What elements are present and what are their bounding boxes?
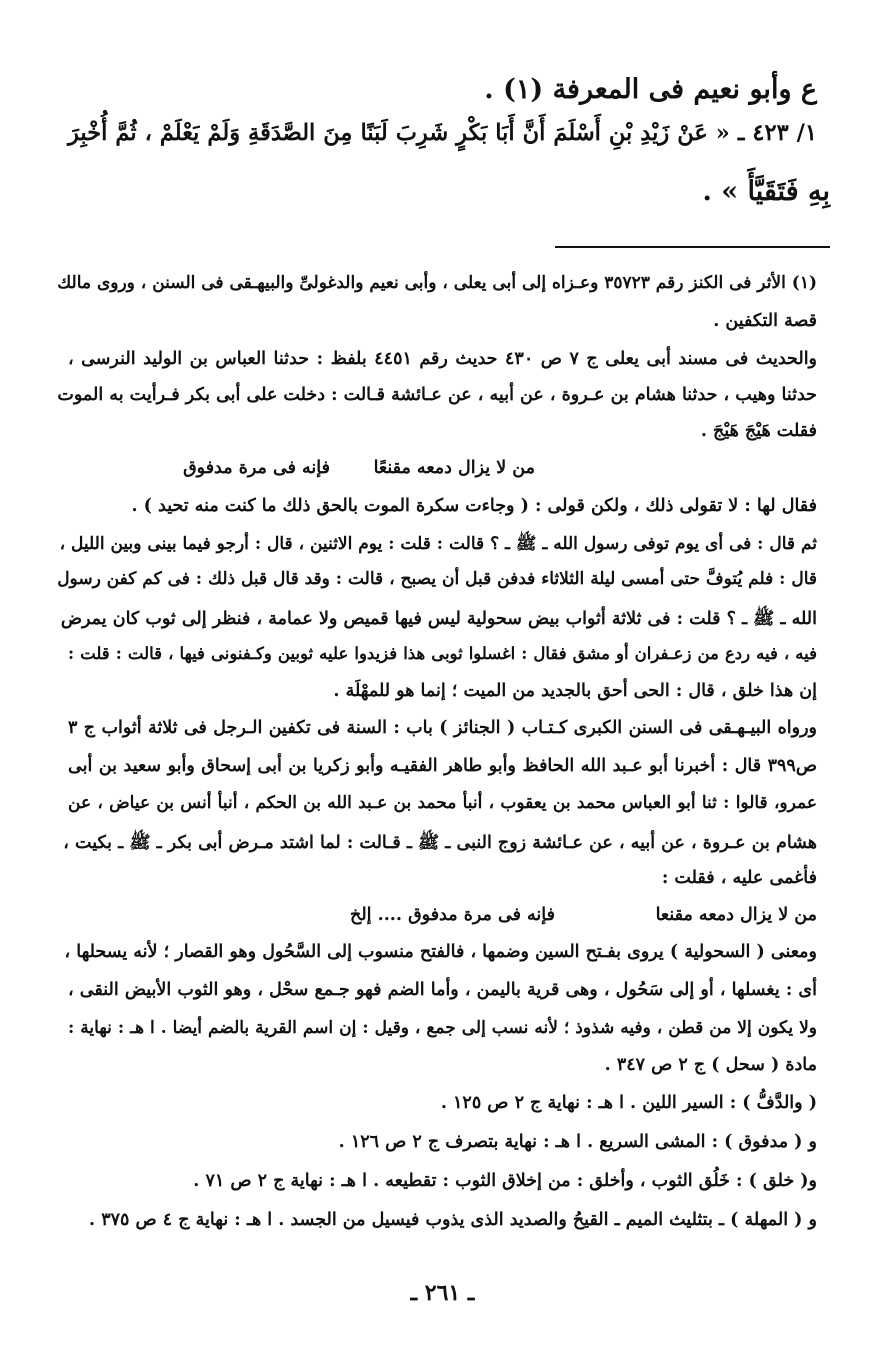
poem-hemistich-2: فإنه فى مرة مدفوق	[183, 458, 330, 478]
footnote-line: إن هذا خلق ، قال : الحى أحق بالجديد من الميت ؛ إنما هو للمهْلَة .	[333, 681, 817, 701]
footnote-line: ( والدَّفُّ ) : السير اللين . ا هـ : نهاية ج ٢ ص ١٢٥ .	[440, 1093, 817, 1113]
hadith-line-2: بِهِ فَتَقَيَّأَ » .	[702, 176, 830, 207]
footnote-line: الله ـ ﷺ ـ ؟ قلت : فى ثلاثة أثواب بيض سحولية ليس فيها قميص ولا عمامة ، فنظر إلى ثوب كان يمرض	[60, 609, 817, 629]
footnote-line: ثم قال : فى أى يوم توفى رسول الله ـ ﷺ ـ ؟ قالت : قلت : يوم الاثنين ، قال : أرجو فيما بينى وبين الليل ،	[59, 534, 817, 554]
footnote-line: فقلت هَيْجَ هَيْجَ .	[700, 421, 817, 441]
footnote-line: قصة التكفين .	[713, 311, 817, 331]
footnote-line: ص٣٩٩ قال : أخبرنا أبو عـبد الله الحافظ وأبو طاهر الفقيـه وأبو زكريا بن أبى إسحاق وأبو سعيد بن أبى	[68, 756, 817, 776]
footnote-line: مادة ( سحل ) ج ٢ ص ٣٤٧ .	[604, 1055, 817, 1075]
footnote-line: فيه ، فيه ردع من زعـفران أو مشق فقال : اغسلوا ثوبى هذا فزيدوا عليه ثوبين وكـفنونى فيها ، قالت : قلت :	[68, 644, 817, 663]
page-number: ـ ٢٦١ ـ	[410, 1280, 475, 1306]
footnote-line: (١) الأثر فى الكنز رقم ٣٥٧٢٣ وعـزاه إلى أبى يعلى ، وأبى نعيم والدغولىِّ والبيهـقى فى السنن ، وروى مالك	[57, 273, 817, 293]
footnote-line: فأغمى عليه ، فقلت :	[661, 868, 817, 888]
footnote-line: و ( مدفوق ) : المشى السريع . ا هـ : نهاية بتصرف ج ٢ ص ١٢٦ .	[338, 1132, 817, 1152]
header-line: ع وأبو نعيم فى المعرفة (١) .	[484, 74, 817, 105]
poem-hemistich-2: فإنه فى مرة مدفوق .... إلخ	[350, 905, 555, 925]
footnote-divider	[555, 246, 830, 248]
footnote-line: عمرو، قالوا : ثنا أبو العباس محمد بن يعقوب ، أنبأ محمد بن عـبد الله بن الحكم ، أنبأ أنس بن عياض ، عن	[68, 793, 817, 813]
footnote-line: أى : يغسلها ، أو إلى سَحُول ، وهى قرية باليمن ، وأما الضم فهو جـمع سحْل ، وهو الثوب الأبيض النقى ،	[68, 980, 817, 1000]
footnote-line: ولا يكون إلا من قطن ، وفيه شذوذ ؛ لأنه نسب إلى جمع ، وقيل : إن اسم القرية بالضم أيضا . ا هـ : نهاية :	[68, 1018, 817, 1038]
poem-hemistich-1: من لا يزال دمعه مقنعًا	[373, 458, 535, 478]
footnote-line: و( خلق ) : خَلُق الثوب ، وأخلق : من إخلاق الثوب : تقطيعه . ا هـ : نهاية ج ٢ ص ٧١ .	[193, 1171, 817, 1191]
footnote-line: هشام بن عـروة ، عن أبيه ، عن عـائشة زوج النبى ـ ﷺ ـ قـالت : لما اشتد مـرض أبى بكر ـ ﷺ ـ بكيت ،	[63, 833, 817, 853]
hadith-line-1: ١/ ٤٢٣ ـ « عَنْ زَيْدِ بْنِ أَسْلَمَ أَنَّ أَبَا بَكْرٍ شَرِبَ لَبَنًا مِنَ الصَّدَقَةِ وَلَمْ يَعْلَمْ ، ثُمَّ أُخْبِرَ	[68, 120, 817, 146]
footnote-line: قال : فلم يُتوفَّ حتى أمسى ليلة الثلاثاء فدفن قبل أن يصبح ، قالت : وقد قال قبل ذلك : فى كم كفن رسول	[57, 569, 817, 589]
footnote-line: والحديث فى مسند أبى يعلى ج ٧ ص ٤٣٠ حديث رقم ٤٤٥١ بلفظ : حدثنا العباس بن الوليد النرسى ،	[68, 349, 818, 369]
footnote-line: و ( المهلة ) ـ بتثليث الميم ـ القيحُ والصديد الذى يذوب فيسيل من الجسد . ا هـ : نهاية ج ٤ ص ٣٧٥ .	[89, 1210, 817, 1230]
footnote-line: فقال لها : لا تقولى ذلك ، ولكن قولى : ( وجاءت سكرة الموت بالحق ذلك ما كنت منه تحيد ) .	[131, 496, 817, 516]
poem-hemistich-1: من لا يزال دمعه مقنعا	[655, 905, 817, 925]
footnote-line: حدثنا وهيب ، حدثنا هشام بن عـروة ، عن أبيه ، عن عـائشة قـالت : دخلت على أبى بكر فـرأيت به الموت	[57, 385, 817, 405]
footnote-line: ورواه البيـهـقى فى السنن الكبرى كـتـاب ( الجنائز ) باب : السنة فى تكفين الـرجل فى ثلاثة أثواب ج ٣	[68, 718, 817, 738]
footnote-line: ومعنى ( السحولية ) يروى بفـتح السين وضمها ، فالفتح منسوب إلى السَّحُول وهو القصار ؛ لأنه يسحلها ،	[64, 942, 817, 962]
